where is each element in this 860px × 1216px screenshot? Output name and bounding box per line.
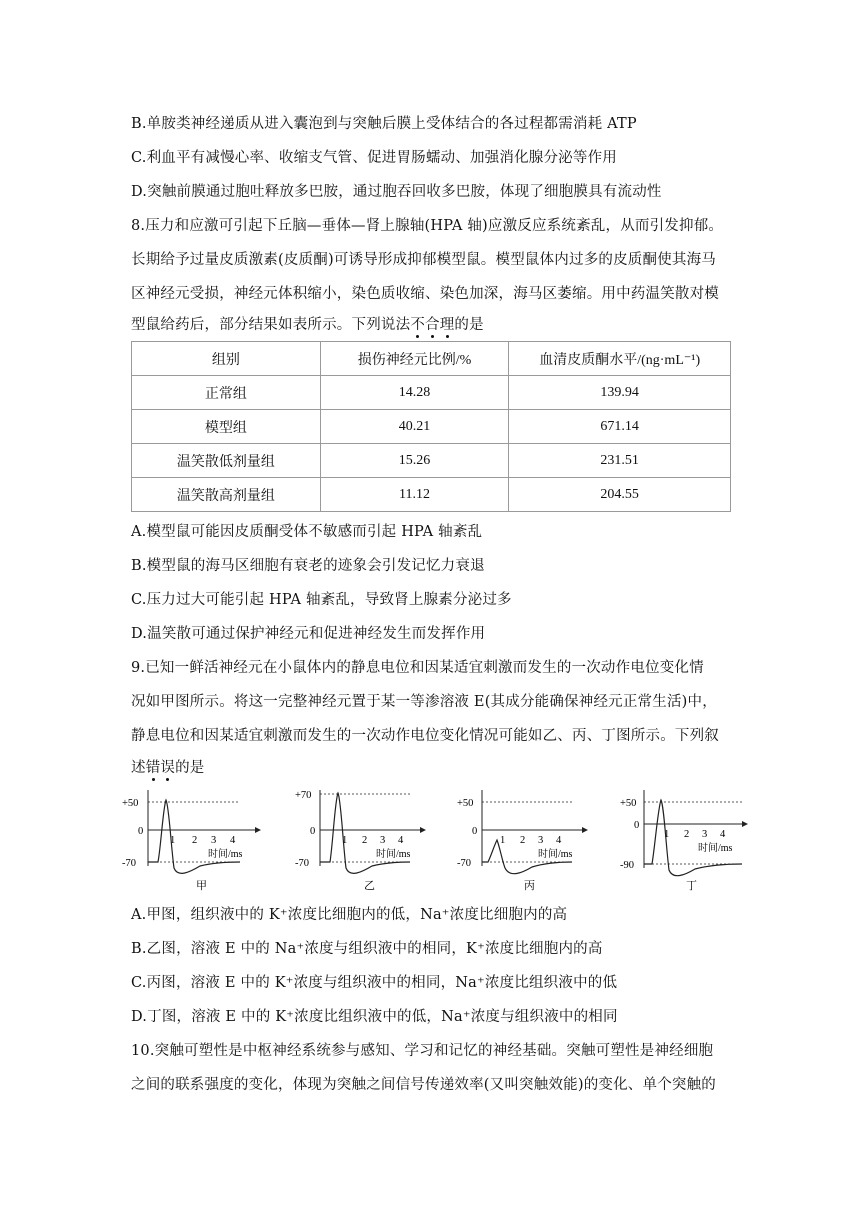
- graph-panel-yi: [295, 790, 426, 892]
- option-9d: D.丁图，溶液 E 中的 K⁺浓度比组织液中的低，Na⁺浓度与组织液中的相同: [131, 1009, 618, 1025]
- option-8c: C.压力过大可能引起 HPA 轴紊乱，导致肾上腺素分泌过多: [131, 592, 512, 608]
- table-cell: 14.28: [320, 376, 509, 410]
- table-cell: 正常组: [132, 376, 321, 410]
- x-tick-label: 3: [538, 835, 544, 846]
- x-tick-label: 2: [684, 829, 690, 840]
- question-10-line-1: 10.突触可塑性是中枢神经系统参与感知、学习和记忆的神经基础。突触可塑性是神经细胞: [131, 1043, 714, 1059]
- question-8-text-end: 的是: [454, 317, 484, 333]
- question-10-line-2: 之间的联系强度的变化，体现为突触之间信号传递效率(又叫突触效能)的变化、单个突触的: [131, 1077, 717, 1093]
- question-8-line-2: 长期给予过量皮质激素(皮质酮)可诱导形成抑郁模型鼠。模型鼠体内过多的皮质酮使其海马: [131, 252, 717, 268]
- x-tick-label: 3: [702, 829, 708, 840]
- x-tick-label: 4: [720, 829, 726, 840]
- x-tick-label: 4: [556, 835, 562, 846]
- x-axis-label: 时间/ms: [698, 843, 733, 854]
- option-8d: D.温笑散可通过保护神经元和促进神经发生而发挥作用: [131, 626, 486, 642]
- option-7c: C.利血平有减慢心率、收缩支气管、促进胃肠蠕动、加强消化腺分泌等作用: [131, 150, 617, 166]
- x-tick-label: 2: [520, 835, 526, 846]
- x-axis-label: 时间/ms: [208, 849, 243, 860]
- graph-panel-jia: [122, 790, 261, 892]
- table-header: 血清皮质酮水平/(ng·mL⁻¹): [509, 342, 731, 376]
- table-cell: 204.55: [509, 478, 731, 512]
- table-cell: 139.94: [509, 376, 731, 410]
- emphasis-char: 不: [410, 317, 426, 333]
- x-tick-label: 2: [362, 835, 368, 846]
- option-9b: B.乙图，溶液 E 中的 Na⁺浓度与组织液中的相同，K⁺浓度比细胞内的高: [131, 941, 603, 957]
- y-min-label: -90: [620, 860, 634, 871]
- y-max-label: +50: [620, 798, 637, 809]
- zero-label: 0: [138, 826, 144, 837]
- x-tick-label: 3: [380, 835, 386, 846]
- table-row: [132, 376, 731, 410]
- question-8-line-4: [131, 313, 484, 334]
- table-cell: 11.12: [320, 478, 509, 512]
- y-max-label: +50: [122, 798, 139, 809]
- table-cell: 温笑散高剂量组: [132, 478, 321, 512]
- x-axis-label: 时间/ms: [376, 849, 411, 860]
- option-7d: D.突触前膜通过胞吐释放多巴胺，通过胞吞回收多巴胺，体现了细胞膜具有流动性: [131, 184, 662, 200]
- graph-caption: 甲: [196, 880, 207, 892]
- table-cell: 40.21: [320, 410, 509, 444]
- y-min-label: -70: [457, 858, 471, 869]
- x-tick-label: 1: [170, 835, 176, 846]
- question-9-text: 述: [131, 760, 146, 776]
- question-8-text: 型鼠给药后，部分结果如表所示。下列说法: [131, 317, 411, 333]
- table-row: [132, 478, 731, 512]
- zero-label: 0: [310, 826, 316, 837]
- emphasis-char: 合: [425, 317, 440, 333]
- table-header: 损伤神经元比例/%: [320, 342, 509, 376]
- table-cell: 温笑散低剂量组: [132, 444, 321, 478]
- question-9-line-2: 况如甲图所示。将这一完整神经元置于某一等渗溶液 E(其成分能确保神经元正常生活)中，: [131, 694, 717, 710]
- option-9c: C.丙图，溶液 E 中的 K⁺浓度与组织液中的相同，Na⁺浓度比组织液中的低: [131, 975, 618, 991]
- x-tick-label: 4: [398, 835, 404, 846]
- question-9-line-4: [131, 756, 205, 777]
- table-header-row: [132, 342, 731, 376]
- zero-label: 0: [634, 820, 640, 831]
- x-tick-label: 3: [211, 835, 217, 846]
- x-tick-label: 1: [500, 835, 506, 846]
- x-axis-label: 时间/ms: [538, 849, 573, 860]
- x-tick-label: 1: [664, 829, 670, 840]
- table-cell: 15.26: [320, 444, 509, 478]
- emphasis-char: 错: [145, 760, 161, 776]
- table-cell: 231.51: [509, 444, 731, 478]
- table-row: [132, 444, 731, 478]
- option-8a: A.模型鼠可能因皮质酮受体不敏感而引起 HPA 轴紊乱: [131, 524, 483, 540]
- table-row: [132, 410, 731, 444]
- y-max-label: +70: [295, 790, 312, 801]
- x-tick-label: 2: [192, 835, 198, 846]
- option-7b: B.单胺类神经递质从进入囊泡到与突触后膜上受体结合的各过程都需消耗 ATP: [131, 116, 637, 132]
- results-table: [131, 341, 731, 512]
- question-9-line-3: 静息电位和因某适宜刺激而发生的一次动作电位变化情况可能如乙、丙、丁图所示。下列叙: [131, 728, 719, 744]
- y-max-label: +50: [457, 798, 474, 809]
- question-8-line-1: 8.压力和应激可引起下丘脑—垂体—肾上腺轴(HPA 轴)应激反应系统紊乱，从而引发抑郁。: [131, 218, 724, 234]
- graph-caption: 乙: [364, 880, 375, 892]
- question-9-line-1: 9.已知一鲜活神经元在小鼠体内的静息电位和因某适宜刺激而发生的一次动作电位变化情: [131, 660, 704, 676]
- table-header: 组别: [132, 342, 321, 376]
- action-potential-graphs: [120, 786, 760, 896]
- graph-panel-ding: [620, 790, 748, 892]
- zero-label: 0: [472, 826, 478, 837]
- x-tick-label: 4: [230, 835, 236, 846]
- question-9-text-end: 的是: [175, 760, 205, 776]
- emphasis-char: 理: [439, 317, 455, 333]
- x-tick-label: 1: [342, 835, 348, 846]
- graph-panel-bing: [457, 790, 588, 892]
- table-cell: 671.14: [509, 410, 731, 444]
- graph-caption: 丙: [524, 880, 535, 892]
- question-8-line-3: 区神经元受损，神经元体积缩小，染色质收缩、染色加深，海马区萎缩。用中药温笑散对模: [131, 286, 719, 302]
- option-9a: A.甲图，组织液中的 K⁺浓度比细胞内的低，Na⁺浓度比细胞内的高: [131, 907, 568, 923]
- option-8b: B.模型鼠的海马区细胞有衰老的迹象会引发记忆力衰退: [131, 558, 485, 574]
- table-cell: 模型组: [132, 410, 321, 444]
- graph-caption: 丁: [686, 880, 697, 892]
- y-min-label: -70: [295, 858, 309, 869]
- y-min-label: -70: [122, 858, 136, 869]
- emphasis-char: 误: [160, 760, 176, 776]
